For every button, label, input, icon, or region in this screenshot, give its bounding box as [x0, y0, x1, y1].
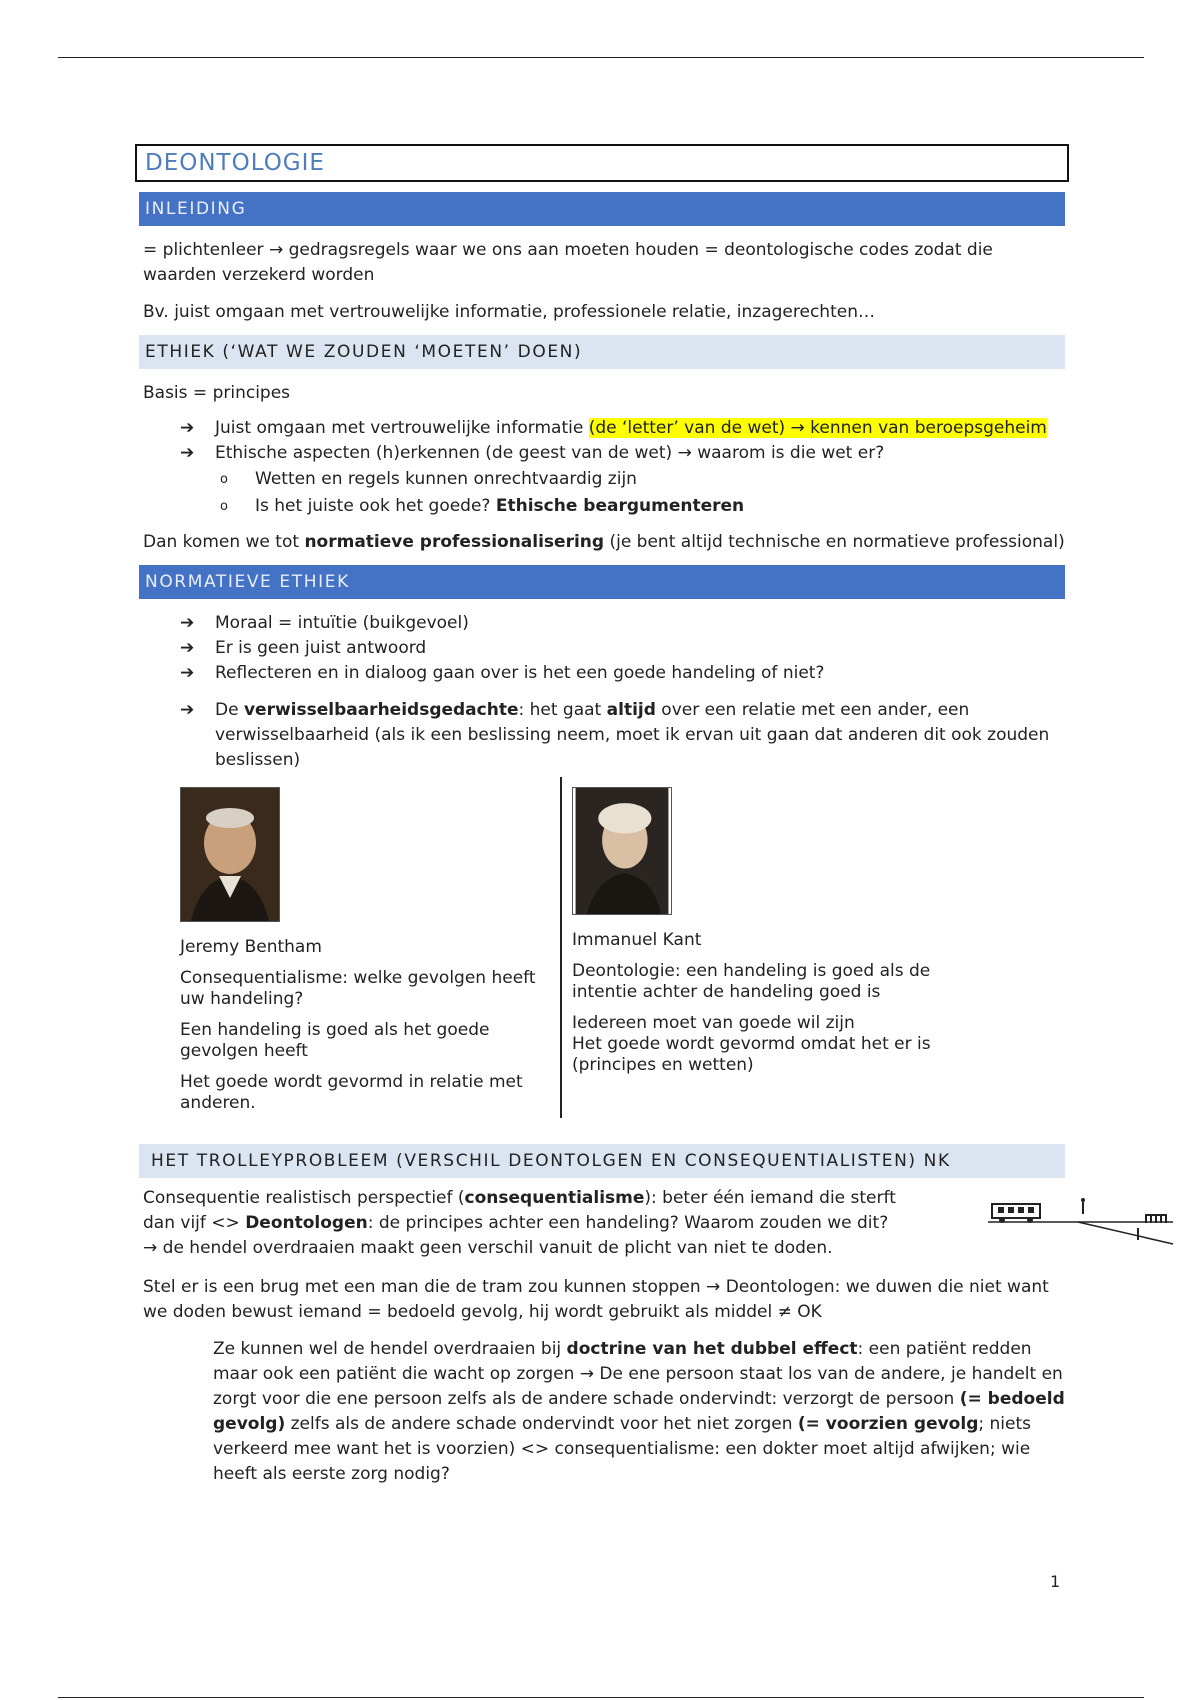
kant-line-3: Het goede wordt gevormd omdat het er is (principes en wetten)	[572, 1034, 931, 1075]
list-item	[180, 611, 1069, 636]
list-item-text: Er is geen juist antwoord	[215, 638, 427, 658]
inleiding-paragraph-2: Bv. juist omgaan met vertrouwelijke informatie, professionele relatie, inzagerechten…	[143, 302, 875, 322]
bentham-line-3: Het goede wordt gevormd in relatie met anderen.	[180, 1072, 523, 1113]
bentham-portrait	[180, 787, 280, 922]
bentham-column	[180, 777, 562, 1118]
kant-portrait	[572, 787, 672, 915]
bentham-line-1: Consequentialisme: welke gevolgen heeft uw handeling?	[180, 968, 536, 1009]
kant-name: Immanuel Kant	[572, 930, 702, 950]
heading-ethiek: ETHIEK (‘WAT WE ZOUDEN ‘MOETEN’ DOEN)	[139, 335, 1065, 369]
list-item	[180, 661, 1069, 686]
sub-list-text: Is het juiste ook het goede?	[255, 496, 496, 516]
bold-text: Ethische beargumenteren	[495, 496, 745, 516]
bottom-rule	[58, 1697, 1144, 1698]
ethiek-conclusion: Dan komen we tot normatieve professionalisering (je bent altijd technische en normatieve professional)	[143, 532, 1065, 552]
ethiek-list	[135, 416, 1069, 466]
list-item-text: De verwisselbaarheidsgedachte: het gaat altijd over een relatie met een ander, een verwisselbaarheid (als ik een beslissing neem, moet ik ervan uit gaan dat anderen dit ook zouden beslissen)	[215, 700, 1050, 770]
list-item-text: Juist omgaan met vertrouwelijke informatie	[215, 418, 589, 438]
list-item	[180, 441, 1069, 466]
page-title: DEONTOLOGIE	[135, 144, 1069, 182]
kant-column	[562, 777, 992, 1118]
document-body	[135, 144, 1069, 1487]
page-number: 1	[1050, 1572, 1061, 1591]
list-item	[180, 698, 1069, 773]
highlighted-text: (de ‘letter’ van de wet) → kennen van beroepsgeheim	[588, 418, 1047, 438]
list-item-text: Ethische aspecten (h)erkennen (de geest van de wet) → waarom is die wet er?	[215, 443, 885, 463]
normatieve-list	[135, 611, 1069, 773]
arrow-bullet-icon: ➔	[180, 663, 195, 683]
arrow-bullet-icon: ➔	[180, 443, 195, 463]
sub-list-item	[135, 493, 1069, 520]
sub-list-text: Wetten en regels kunnen onrechtvaardig zijn	[255, 469, 637, 489]
ethiek-basis: Basis = principes	[143, 383, 291, 403]
inleiding-paragraph-1: = plichtenleer → gedragsregels waar we ons aan moeten houden = deontologische codes zodat die waarden verzekerd worden	[143, 240, 993, 285]
arrow-bullet-icon: ➔	[180, 613, 195, 633]
kant-line-1: Deontologie: een handeling is goed als de intentie achter de handeling goed is	[572, 961, 931, 1002]
arrow-bullet-icon: ➔	[180, 418, 195, 438]
bentham-line-2: Een handeling is goed als het goede gevolgen heeft	[180, 1020, 490, 1061]
heading-inleiding: INLEIDING	[139, 192, 1065, 226]
sub-list-item	[135, 466, 1069, 493]
arrow-bullet-icon: ➔	[180, 700, 195, 720]
top-rule	[58, 57, 1144, 58]
list-item	[180, 416, 1069, 441]
heading-trolleyprobleem: HET TROLLEYPROBLEEM (VERSCHIL DEONTOLGEN EN CONSEQUENTIALISTEN) NK	[139, 1144, 1065, 1178]
trolley-paragraph-3: Ze kunnen wel de hendel overdraaien bij doctrine van het dubbel effect: een patiënt redden maar ook een patiënt die wacht op zorgen → De ene persoon staat los van de andere, je handelt en zorgt voor die ene persoon zelfs als de andere schade ondervindt: verzorgt de persoon (= bedoeld gevolg) zelfs als de andere schade ondervindt voor het niet zorgen (= voorzien gevolg; niets verkeerd mee want het is voorzien) <> consequentialisme: een dokter moet altijd afwijken; wie heeft als eerste zorg nodig?	[213, 1339, 1065, 1484]
list-item	[180, 636, 1069, 661]
bentham-name: Jeremy Bentham	[180, 937, 322, 957]
trolley-illustration	[988, 1192, 1178, 1252]
circle-bullet-icon: o	[220, 499, 228, 514]
heading-normatieve-ethiek: NORMATIEVE ETHIEK	[139, 565, 1065, 599]
trolley-paragraph-2: Stel er is een brug met een man die de tram zou kunnen stoppen → Deontologen: we duwen die niet want we doden bewust iemand = bedoeld gevolg, hij wordt gebruikt als middel ≠ OK	[143, 1277, 1049, 1322]
circle-bullet-icon: o	[220, 472, 228, 487]
list-item-text: Moraal = intuïtie (buikgevoel)	[215, 613, 469, 633]
list-item-text: Reflecteren en in dialoog gaan over is het een goede handeling of niet?	[215, 663, 825, 683]
philosophers-comparison	[180, 777, 1069, 1118]
kant-line-2: Iedereen moet van goede wil zijn	[572, 1013, 855, 1033]
arrow-bullet-icon: ➔	[180, 638, 195, 658]
trolley-paragraph-1: Consequentie realistisch perspectief (consequentialisme): beter één iemand die sterft dan vijf <> Deontologen: de principes achter een handeling? Waarom zouden we dit? → de hendel overdraaien maakt geen verschil vanuit de plicht van niet te doden.	[143, 1188, 896, 1258]
